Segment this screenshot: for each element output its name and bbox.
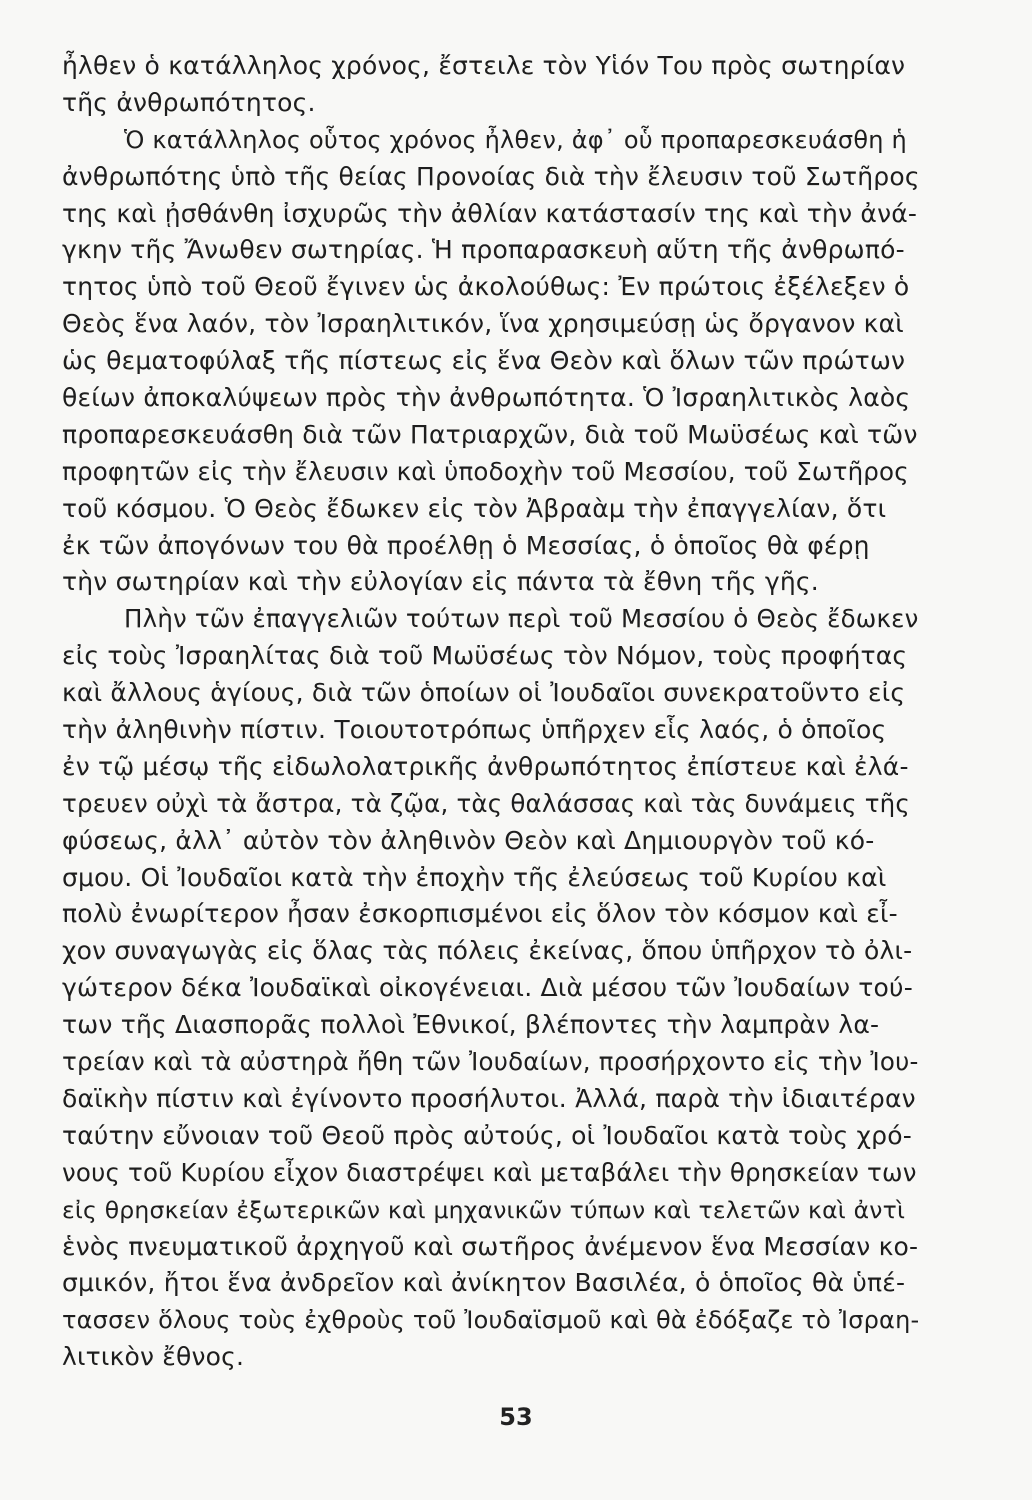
text-line: γκην τῆς Ἄνωθεν σωτηρίας. Ἡ προπαρασκευὴ αὕτη τῆς ἀνθρωπό- <box>62 235 905 265</box>
text-line: γώτερον δέκα Ἰουδαϊκαὶ οἰκογένειαι. Διὰ μέσου τῶν Ἰουδαίων τού- <box>62 973 913 1003</box>
text-line: τητος ὑπὸ τοῦ Θεοῦ ἔγινεν ὡς ἀκολούθως: Ἐν πρώτοις ἐξέλεξεν ὁ <box>62 272 910 302</box>
text-line: τῆς ἀνθρωπότητος. <box>62 87 316 117</box>
text-line: θείων ἀποκαλύψεων πρὸς τὴν ἀνθρωπότητα. Ὁ Ἰσραηλιτικὸς λαὸς <box>62 383 911 413</box>
text-line: πολὺ ἐνωρίτερον ἦσαν ἐσκορπισμένοι εἰς ὅλον τὸν κόσμον καὶ εἶ- <box>62 899 898 929</box>
text-line: τὴν ἀληθινὴν πίστιν. Τοιουτοτρόπως ὑπῆρχεν εἷς λαός, ὁ ὁποῖος <box>62 715 887 745</box>
text-line: ἐν τῷ μέσῳ τῆς εἰδωλολατρικῆς ἀνθρωπότητος ἐπίστευε καὶ ἐλά- <box>62 751 909 781</box>
text-line: σμου. Οἱ Ἰουδαῖοι κατὰ τὴν ἐποχὴν τῆς ἐλεύσεως τοῦ Κυρίου καὶ <box>62 862 887 892</box>
text-line: της καὶ ᾐσθάνθη ἰσχυρῶς τὴν ἀθλίαν κατάστασίν της καὶ τὴν ἀνά- <box>62 198 918 228</box>
text-line: ταύτην εὔνοιαν τοῦ Θεοῦ πρὸς αὐτούς, οἱ Ἰουδαῖοι κατὰ τοὺς χρό- <box>62 1120 912 1150</box>
paragraph-start-line: Πλὴν τῶν ἐπαγγελιῶν τούτων περὶ τοῦ Μεσσίου ὁ Θεὸς ἔδωκεν <box>124 604 919 634</box>
text-line: εἰς θρησκείαν ἐξωτερικῶν καὶ μηχανικῶν τύπων καὶ τελετῶν καὶ ἀντὶ <box>62 1195 906 1224</box>
text-line: τοῦ κόσμου. Ὁ Θεὸς ἔδωκεν εἰς τὸν Ἀβραὰμ τὴν ἐπαγγελίαν, ὅτι <box>62 493 887 523</box>
text-line: σμικόν, ἤτοι ἕνα ἀνδρεῖον καὶ ἀνίκητον Βασιλέα, ὁ ὁποῖος θὰ ὑπέ- <box>62 1268 906 1298</box>
text-line: των τῆς Διασπορᾶς πολλοὶ Ἐθνικοί, βλέποντες τὴν λαμπρὰν λα- <box>62 1010 880 1040</box>
text-line: καὶ ἄλλους ἁγίους, διὰ τῶν ὁποίων οἱ Ἰουδαῖοι συνεκρατοῦντο εἰς <box>62 678 906 708</box>
text-line: ὡς θεματοφύλαξ τῆς πίστεως εἰς ἕνα Θεὸν καὶ ὅλων τῶν πρώτων <box>62 346 906 376</box>
text-line: προφητῶν εἰς τὴν ἔλευσιν καὶ ὑποδοχὴν τοῦ Μεσσίου, τοῦ Σωτῆρος <box>62 456 909 486</box>
text-line: νους τοῦ Κυρίου εἶχον διαστρέψει καὶ μεταβάλει τὴν θρησκείαν των <box>62 1157 917 1187</box>
text-line: τρείαν καὶ τὰ αὐστηρὰ ἤθη τῶν Ἰουδαίων, προσήρχοντο εἰς τὴν Ἰου- <box>62 1047 919 1077</box>
page-number: 53 <box>499 1403 533 1431</box>
text-line: ἑνὸς πνευματικοῦ ἀρχηγοῦ καὶ σωτῆρος ἀνέμενον ἕνα Μεσσίαν κο- <box>62 1231 919 1261</box>
body-text <box>62 48 922 1376</box>
text-line: δαϊκὴν πίστιν καὶ ἐγίνοντο προσήλυτοι. Ἀλλά, παρὰ τὴν ἰδιαιτέραν <box>62 1083 916 1113</box>
text-line: τασσεν ὅλους τοὺς ἐχθροὺς τοῦ Ἰουδαϊσμοῦ καὶ θὰ ἐδόξαζε τὸ Ἰσραη- <box>62 1306 920 1335</box>
text-line: προπαρεσκευάσθη διὰ τῶν Πατριαρχῶν, διὰ τοῦ Μωϋσέως καὶ τῶν <box>62 419 918 449</box>
text-line: λιτικὸν ἔθνος. <box>62 1342 245 1372</box>
text-line: Θεὸς ἕνα λαόν, τὸν Ἰσραηλιτικόν, ἵνα χρησιμεύσῃ ὡς ὄργανον καὶ <box>62 309 904 339</box>
text-line: ἀνθρωπότης ὑπὸ τῆς θείας Προνοίας διὰ τὴν ἔλευσιν τοῦ Σωτῆρος <box>62 161 920 191</box>
text-line: τρευεν οὐχὶ τὰ ἄστρα, τὰ ζῷα, τὰς θαλάσσας καὶ τὰς δυνάμεις τῆς <box>62 788 910 818</box>
text-line: χον συναγωγὰς εἰς ὅλας τὰς πόλεις ἐκείνας, ὅπου ὑπῆρχον τὸ ὀλι- <box>62 936 913 966</box>
paragraph-start-line: Ὁ κατάλληλος οὗτος χρόνος ἦλθεν, ἀφ᾽ οὗ προπαρεσκευάσθη ἡ <box>124 125 907 154</box>
text-line: ἐκ τῶν ἀπογόνων του θὰ προέλθῃ ὁ Μεσσίας, ὁ ὁποῖος θὰ φέρῃ <box>62 530 870 560</box>
text-line: φύσεως, ἀλλ᾽ αὐτὸν τὸν ἀληθινὸν Θεὸν καὶ Δημιουργὸν τοῦ κό- <box>62 825 875 855</box>
text-line: εἰς τοὺς Ἰσραηλίτας διὰ τοῦ Μωϋσέως τὸν Νόμον, τοὺς προφήτας <box>62 641 908 671</box>
text-line: ἦλθεν ὁ κατάλληλος χρόνος, ἔστειλε τὸν Υἱόν Του πρὸς σωτηρίαν <box>62 51 906 80</box>
text-line: τὴν σωτηρίαν καὶ τὴν εὐλογίαν εἰς πάντα τὰ ἔθνη τῆς γῆς. <box>62 567 819 597</box>
